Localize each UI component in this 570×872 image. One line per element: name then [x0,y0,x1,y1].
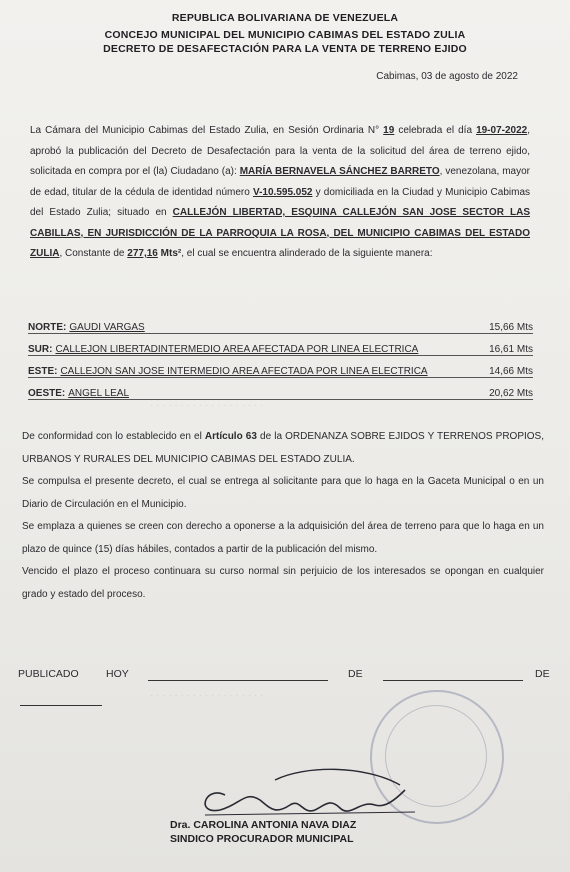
ordinance-text-1: De conformidad con lo establecido en el [22,431,205,442]
bleed-through-text: · · · · · · · · · · · · · · · · · · · [150,400,264,411]
signer-title: SINDICO PROCURADOR MUNICIPAL [170,833,354,845]
header-council: CONCEJO MUNICIPAL DEL MUNICIPIO CABIMAS DEL ESTADO ZULIA [104,29,466,41]
blank-day [148,680,328,681]
header-decree-title: DECRETO DE DESAFECTACIÓN PARA LA VENTA DE TERRENO EJIDO [103,43,467,55]
boundary-east [28,363,533,378]
area-unit: Mts² [160,248,182,259]
boundary-west [28,385,533,400]
document-date: Cabimas, 03 de agosto de 2022 [376,71,518,82]
boundary-north [28,319,533,334]
ordinance-text-2: de la ORDENANZA SOBRE EJIDOS Y TERRENOS PROPIOS, URBANOS Y RURALES DEL MUNICIPIO CABIMAS DEL ESTADO ZULIA. [22,431,544,465]
de-label-2: DE [535,668,550,680]
today-label: HOY [106,668,129,680]
intro-text-7: , el cual se encuentra alinderado de la siguiente manera: [181,248,433,259]
ordinance-paragraph [22,426,544,471]
boundary-value: GAUDI VARGAS [69,322,145,333]
signer-name: Dra. CAROLINA ANTONIA NAVA DIAZ [170,819,357,831]
intro-text-5: y domiciliada en la Ciudad y Municipio Cabimas del Estado Zulia; situado en [30,186,531,218]
boundary-label: NORTE: [28,322,67,333]
boundary-measure: 14,66 Mts [489,366,533,377]
boundary-label: OESTE: [28,388,66,399]
header-republic: REPUBLICA BOLIVARIANA DE VENEZUELA [171,12,399,24]
intro-text-6: , Constante de [59,248,128,259]
emplaza-paragraph: Se emplaza a quienes se creen con derecho a oponerse a la adquisición del área de terreno para que lo haga en un plazo de quince (15) días hábiles, contados a partir de la publicación del mismo. [22,521,544,555]
boundary-measure: 15,66 Mts [489,322,533,333]
de-label-1: DE [348,668,363,680]
citizen-name: MARÍA BERNAVELA SÁNCHEZ BARRETO [239,166,440,177]
session-number: 19 [383,125,395,136]
boundary-measure: 16,61 Mts [489,344,533,355]
boundary-value: CALLEJON SAN JOSE INTERMEDIO AREA AFECTADA POR LINEA ELECTRICA [60,366,428,377]
published-label: PUBLICADO [18,668,79,680]
intro-text-2: celebrada el día [394,125,477,136]
intro-text-1: La Cámara del Municipio Cabimas del Estado Zulia, en Sesión Ordinaria N° [30,125,384,136]
property-location: CALLEJÓN LIBERTAD, ESQUINA CALLEJÓN SAN JOSE SECTOR LAS CABILLAS, EN JURISDICCIÓN DE LA PARROQUIA LA ROSA, DEL MUNICIPIO CABIMAS DEL ESTADO ZULIA [30,207,530,259]
intro-text-4: , venezolana, mayor de edad, titular de la cédula de identidad número [30,166,530,198]
signature-block [170,818,356,846]
article-ref: Artículo 63 [204,431,257,442]
boundary-label: SUR: [28,344,53,355]
bleed-through-text: · · · · · · · · · · · · · · · · · · · [150,690,264,701]
boundary-value: CALLEJON LIBERTADINTERMEDIO AREA AFECTADA POR LINEA ELECTRICA [55,344,419,355]
property-area: 277,16 [127,248,158,259]
blank-year [20,705,102,706]
boundary-label: ESTE: [28,366,58,377]
id-number: V-10.595.052 [252,186,313,198]
intro-paragraph [30,121,530,265]
boundary-value: ANGEL LEAL [68,388,130,399]
session-date: 19-07-2022 [476,125,528,136]
boundary-measure: 20,62 Mts [489,388,533,399]
vencido-paragraph: Vencido el plazo el proceso continuara su curso normal sin perjuicio de los interesados se opongan en cualquier grado y estado del proceso. [22,566,544,600]
compulsa-paragraph: Se compulsa el presente decreto, el cual se entrega al solicitante para que lo haga en la Gaceta Municipal o en un Diario de Circulación en el Municipio. [22,476,544,510]
blank-month [383,680,523,681]
boundary-south [28,341,533,356]
intro-text-3: , aprobó la publicación del Decreto de Desafectación para la venta de la solicitud del área de terreno ejido, solicitada en compra por el (la) Ciudadano (a): [30,125,530,177]
